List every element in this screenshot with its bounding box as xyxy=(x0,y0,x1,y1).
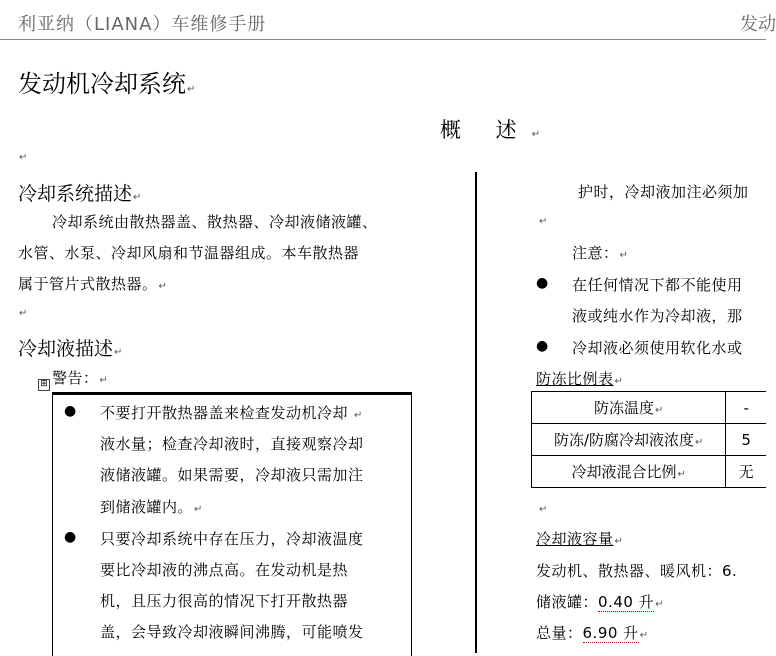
warning-label: 警告：↵ xyxy=(52,369,109,387)
warning-line: 盖，会导致冷却液瞬间沸腾，可能喷发 xyxy=(100,623,364,641)
section-tab: 发动 xyxy=(740,14,776,35)
page-title: 发动机冷却系统↵ xyxy=(18,70,196,98)
table-row xyxy=(532,392,767,424)
note-label: 注意：↵ xyxy=(572,244,629,262)
warning-line: 到储液罐内。↵ xyxy=(100,498,203,516)
manual-title: 利亚纳（LIANA）车维修手册 xyxy=(18,14,267,35)
warning-line: 液储液罐。如果需要，冷却液只需加注 xyxy=(100,466,364,484)
body-line: 冷却系统由散热器盖、散热器、冷却液储液罐、 xyxy=(52,213,378,231)
bullet-icon: ● xyxy=(64,403,77,419)
warning-line: 机，且压力很高的情况下打开散热器 xyxy=(100,592,349,610)
table-cell: 冷却液混合比例↵ xyxy=(532,456,726,488)
antifreeze-ratio-table xyxy=(531,391,766,488)
bullet-icon: ● xyxy=(64,529,77,545)
paragraph-mark: ↵ xyxy=(539,504,548,515)
capacity-heading: 冷却液容量↵ xyxy=(536,530,624,548)
note-line: 冷却液必须使用软化水或 xyxy=(572,339,743,357)
table-cell: 无 xyxy=(726,456,766,488)
table-cell: 防冻/防腐冷却液浓度↵ xyxy=(532,424,726,456)
page-subtitle: 概 述↵ xyxy=(440,118,555,142)
table-cell: 防冻温度↵ xyxy=(532,392,726,424)
ratio-table-heading: 防冻比例表↵ xyxy=(536,370,624,388)
body-line: 护时，冷却液加注必须加 xyxy=(578,183,749,201)
warning-line: 液水量；检查冷却液时，直接观察冷却 xyxy=(100,435,364,453)
warning-box xyxy=(52,392,412,656)
body-line: 水管、水泵、冷却风扇和节温器组成。本车散热器 xyxy=(18,244,360,262)
coolant-heading: 冷却液描述↵ xyxy=(18,338,123,360)
paragraph-mark: ↵ xyxy=(19,152,28,163)
body-line: 属于管片式散热器。↵ xyxy=(18,275,168,293)
header-rule xyxy=(0,39,766,40)
capacity-line: 发动机、散热器、暖风机：6. xyxy=(536,562,738,580)
cooling-system-heading: 冷却系统描述↵ xyxy=(18,183,142,205)
paragraph-mark: ↵ xyxy=(19,308,28,319)
table-cell: 5 xyxy=(726,424,766,456)
capacity-line: 储液罐：0.40 升↵ xyxy=(536,593,665,611)
paragraph-mark: ↵ xyxy=(539,216,548,227)
table-move-handle-icon[interactable]: ⊞ xyxy=(38,379,50,391)
table-row xyxy=(532,424,767,456)
bullet-icon: ● xyxy=(536,275,549,291)
warning-line: 要比冷却液的沸点高。在发动机是热 xyxy=(100,561,349,579)
note-line: 在任何情况下都不能使用 xyxy=(572,276,743,294)
note-line: 液或纯水作为冷却液，那 xyxy=(572,307,743,325)
bullet-icon: ● xyxy=(536,338,549,354)
table-row xyxy=(532,456,767,488)
capacity-line: 总量：6.90 升↵ xyxy=(536,624,649,642)
warning-line: 只要冷却系统中存在压力，冷却液温度 xyxy=(100,530,364,548)
column-divider xyxy=(475,172,477,653)
warning-line: 不要打开散热器盖来检查发动机冷却 ↵ xyxy=(100,404,363,422)
table-cell: - xyxy=(726,392,766,424)
